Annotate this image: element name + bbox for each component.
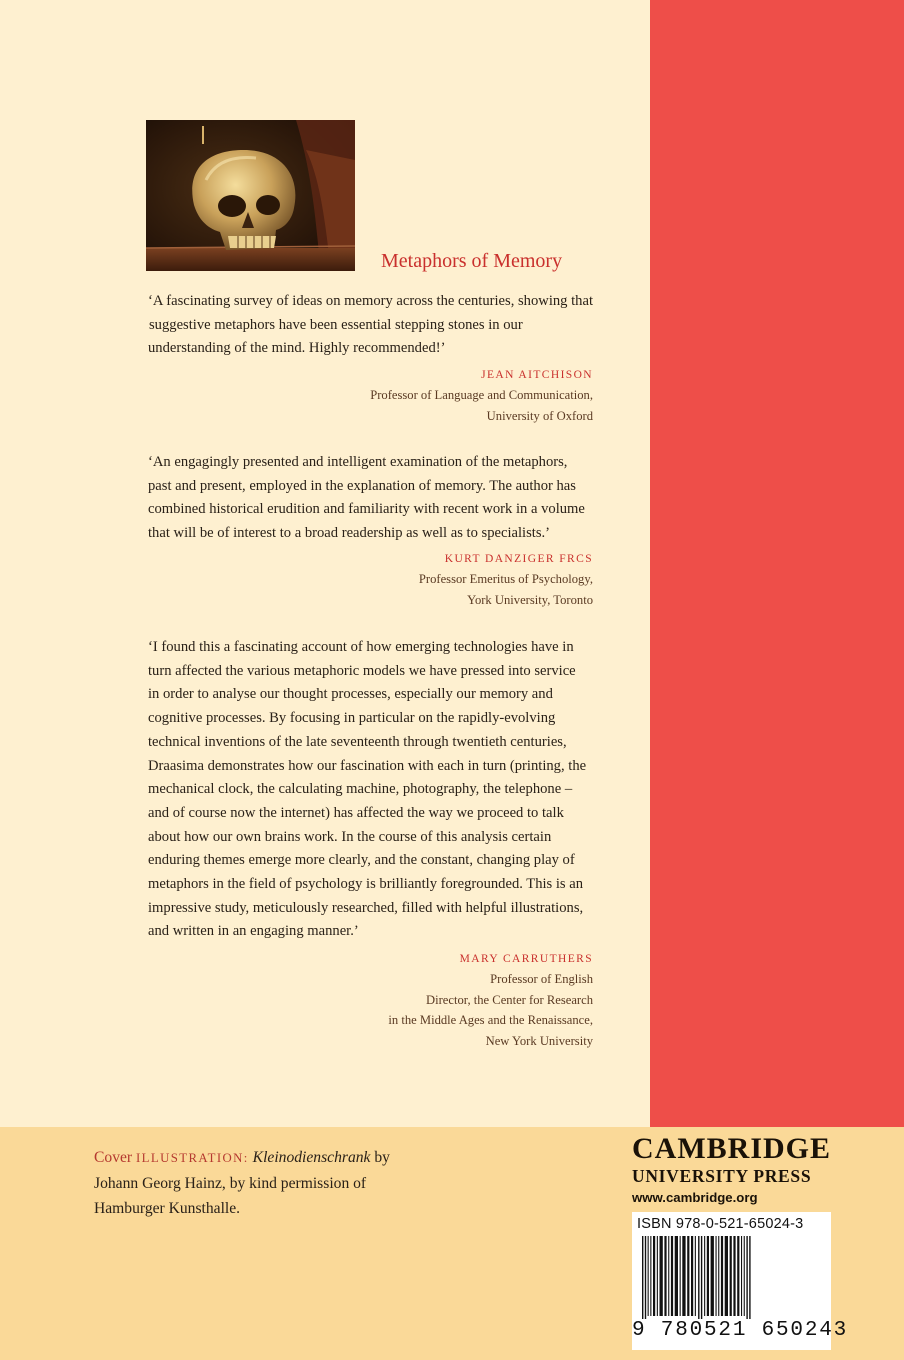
publisher-url: www.cambridge.org (632, 1190, 758, 1205)
quote-line: in order to analyse our thought processes, especially our memory and (148, 686, 553, 703)
barcode-bar (645, 1236, 646, 1323)
barcode-bar (746, 1236, 747, 1323)
barcode-bar (675, 1236, 678, 1316)
reviewer-role: Director, the Center for Research (426, 992, 593, 1007)
quote-line: combined historical erudition and familiarity with recent work in a volume (148, 501, 585, 518)
attribution-danziger (273, 549, 593, 610)
reviewer-name: KURT DANZIGER FRCS (444, 553, 593, 565)
quote-aitchison (148, 290, 598, 361)
reviewer-role: York University, Toronto (467, 592, 593, 607)
barcode-bar (680, 1236, 681, 1316)
barcode-bar (725, 1236, 728, 1316)
attribution-carruthers (273, 949, 593, 1051)
attribution-aitchison (273, 365, 593, 426)
red-color-panel (650, 0, 904, 1127)
quote-danziger (148, 451, 598, 546)
skull-still-life-image (146, 120, 355, 271)
reviewer-role: Professor Emeritus of Psychology, (418, 572, 593, 586)
reviewer-role: Professor of Language and Communication, (370, 388, 593, 402)
barcode-bar (716, 1236, 717, 1316)
cover-illustration-credit (94, 1145, 434, 1221)
credit-by: by (370, 1149, 390, 1166)
barcode-bar (749, 1236, 750, 1323)
quote-line: cognitive processes. By focusing in particular on the rapidly-evolving (148, 710, 556, 727)
quote-line: ‘An engagingly presented and intelligent examination of the metaphors, (148, 454, 568, 470)
isbn-barcode-box (632, 1212, 849, 1350)
credit-line (94, 1145, 434, 1171)
credit-line: Hamburger Kunsthalle. (94, 1200, 241, 1217)
quote-line: technical inventions of the late seventeenth through twentieth centuries, (148, 733, 567, 750)
reviewer-name: JEAN AITCHISON (481, 369, 593, 381)
barcode-bar (657, 1236, 658, 1316)
barcode-bar (648, 1236, 649, 1316)
barcode-bar (687, 1236, 689, 1316)
barcode-bar (730, 1236, 732, 1316)
credit-prefix: Cover (94, 1149, 133, 1166)
barcode-bar (660, 1236, 663, 1316)
quote-line: suggestive metaphors have been essential stepping stones in our (149, 316, 523, 333)
publisher-logo (632, 1134, 832, 1207)
isbn-text: ISBN 978-0-521-65024-3 (637, 1216, 804, 1232)
barcode-bar (668, 1236, 669, 1316)
reviewer-role: in the Middle Ages and the Renaissance, (388, 1013, 593, 1027)
barcode-bar (711, 1236, 714, 1316)
barcode-bar (642, 1236, 643, 1323)
barcode-bar (721, 1236, 723, 1316)
barcode-bar (664, 1236, 666, 1316)
barcode-bar (704, 1236, 705, 1316)
barcode-bar (741, 1236, 742, 1316)
reviewer-role: New York University (485, 1033, 593, 1048)
reviewer-role: University of Oxford (486, 408, 593, 423)
quote-line: impressive study, meticulously researched, filled with helpful illustrations, (148, 899, 584, 916)
barcode-bar (691, 1236, 693, 1316)
barcode-bar (707, 1236, 709, 1316)
barcode-digits: 9 780521 650243 (632, 1319, 849, 1342)
quote-line: enduring themes emerge more clearly, and the constant, changing play of (148, 852, 575, 869)
credit-label: ILLUSTRATION: (136, 1151, 249, 1165)
barcode-bar (650, 1236, 651, 1316)
quote-carruthers (148, 636, 598, 944)
quote-line: past and present, employed in the explanation of memory. The author has (148, 477, 576, 494)
barcode-bar (698, 1236, 699, 1323)
quote-line: about how our own brains work. In the course of this analysis certain (148, 828, 552, 845)
quote-line: that will be of interest to a broad readership as well as to specialists.’ (148, 525, 551, 542)
book-title: Metaphors of Memory (381, 250, 563, 272)
reviewer-role: Professor of English (490, 972, 593, 986)
quote-line: and written in an engaging manner.’ (148, 923, 359, 940)
quote-line: turn affected the various metaphoric models we have pressed into service (148, 662, 576, 679)
publisher-subtitle: UNIVERSITY PRESS (632, 1166, 812, 1186)
barcode-bar (701, 1236, 702, 1323)
quote-line: and of course now the internet) has affected the way we proceed to talk (148, 804, 564, 821)
barcode-bar (653, 1236, 655, 1316)
credit-work-title: Kleinodienschrank (252, 1149, 371, 1166)
barcode-bar (695, 1236, 696, 1316)
ean-barcode-icon (636, 1236, 827, 1323)
barcode-bar (682, 1236, 685, 1316)
quote-line: ‘I found this a fascinating account of how emerging technologies have in (148, 639, 574, 655)
credit-line: Johann Georg Hainz, by kind permission of (94, 1175, 367, 1192)
barcode-bar (671, 1236, 673, 1316)
quote-line: Draasima demonstrates how our fascination with each in turn (printing, the (148, 757, 587, 774)
quote-line: metaphors in the field of psychology is brilliantly foregrounded. This is an (148, 876, 584, 893)
quote-line: ‘A fascinating survey of ideas on memory across the centuries, showing that (148, 293, 593, 309)
barcode-bar (737, 1236, 739, 1316)
quote-line: mechanical clock, the calculating machine, photography, the telephone – (148, 781, 573, 798)
quote-line: understanding of the mind. Highly recommended!’ (148, 340, 446, 357)
reviewer-name: MARY CARRUTHERS (459, 953, 593, 965)
barcode-bar (733, 1236, 735, 1316)
publisher-name: CAMBRIDGE (632, 1132, 832, 1165)
barcode-bar (744, 1236, 745, 1316)
barcode-bar (718, 1236, 719, 1316)
